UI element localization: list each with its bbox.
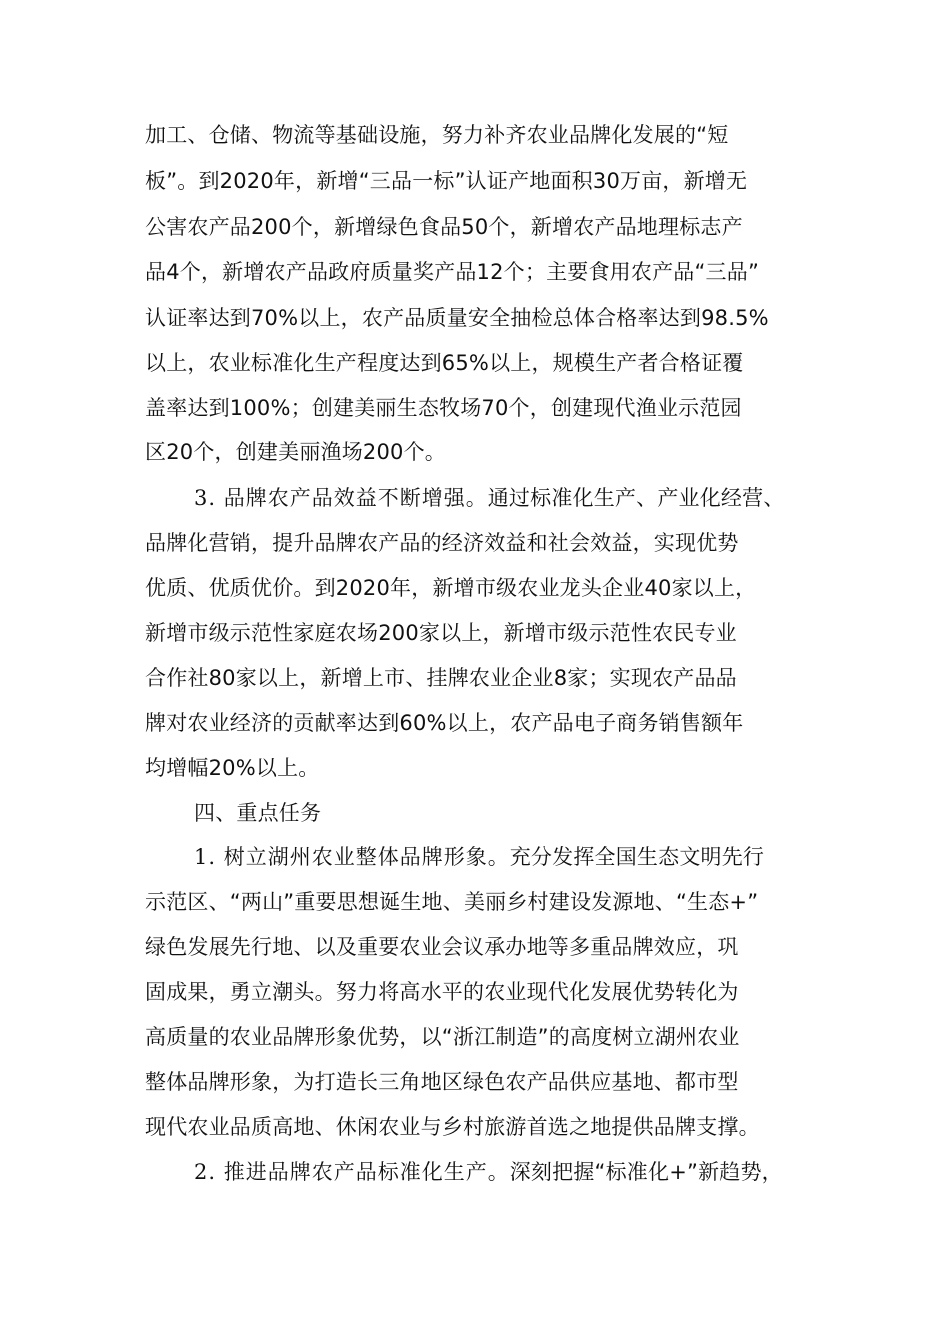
para2-line-5: 合作社80家以上，新增上市、挂牌农业企业8家；实现农产品品 — [145, 666, 737, 690]
para1-line-5: 认证率达到70%以上，农产品质量安全抽检总体合格率达到98.5% — [145, 306, 769, 330]
para2-line-3: 优质、优质优价。到2020年，新增市级农业龙头企业40家以上， — [145, 576, 757, 600]
para3-line-6: 整体品牌形象，为打造长三角地区绿色农产品供应基地、都市型 — [145, 1070, 739, 1094]
para3-first-line-text: 充分发挥全国生态文明先行 — [509, 845, 765, 869]
para4-first-line-text: 深刻把握“标准化+”新趋势， — [509, 1160, 783, 1184]
para3-line-4: 固成果，勇立潮头。努力将高水平的农业现代化发展优势转化为 — [145, 980, 739, 1004]
para3-line-7: 现代农业品质高地、休闲农业与乡村旅游首选之地提供品牌支撑。 — [145, 1115, 760, 1139]
para3-line-3: 绿色发展先行地、以及重要农业会议承办地等多重品牌效应，巩 — [145, 935, 739, 959]
para3-line-2: 示范区、“两山”重要思想诞生地、美丽乡村建设发源地、“生态+” — [145, 890, 759, 914]
para4-first-line — [194, 1157, 783, 1187]
para2-line-4: 新增市级示范性家庭农场200家以上，新增市级示范性农民专业 — [145, 621, 737, 645]
section-heading: 四、重点任务 — [194, 801, 322, 825]
para1-line-2: 板”。到2020年，新增“三品一标”认证产地面积30万亩，新增无 — [145, 169, 748, 193]
para3-first-line — [194, 842, 764, 872]
para2-line-6: 牌对农业经济的贡献率达到60%以上，农产品电子商务销售额年 — [145, 711, 744, 735]
para2-heading: 3. 品牌农产品效益不断增强。 — [194, 486, 488, 510]
para2-first-line-text: 通过标准化生产、产业化经营、 — [487, 486, 785, 510]
para3-heading: 1. 树立湖州农业整体品牌形象。 — [194, 845, 510, 869]
para2-line-7: 均增幅20%以上。 — [145, 756, 320, 780]
para4-heading: 2. 推进品牌农产品标准化生产。 — [194, 1160, 510, 1184]
para2-first-line — [194, 483, 785, 513]
para1-line-1: 加工、仓储、物流等基础设施，努力补齐农业品牌化发展的“短 — [145, 123, 729, 147]
para3-line-5: 高质量的农业品牌形象优势，以“浙江制造”的高度树立湖州农业 — [145, 1025, 740, 1049]
para1-line-4: 品4个，新增农产品政府质量奖产品12个；主要食用农产品“三品” — [145, 260, 760, 284]
para1-line-8: 区20个，创建美丽渔场200个。 — [145, 440, 447, 464]
para2-line-2: 品牌化营销，提升品牌农产品的经济效益和社会效益，实现优势 — [145, 531, 739, 555]
para1-line-7: 盖率达到100%；创建美丽生态牧场70个，创建现代渔业示范园 — [145, 396, 742, 420]
para1-line-6: 以上，农业标准化生产程度达到65%以上，规模生产者合格证覆 — [145, 351, 744, 375]
para1-line-3: 公害农产品200个，新增绿色食品50个，新增农产品地理标志产 — [145, 215, 743, 239]
